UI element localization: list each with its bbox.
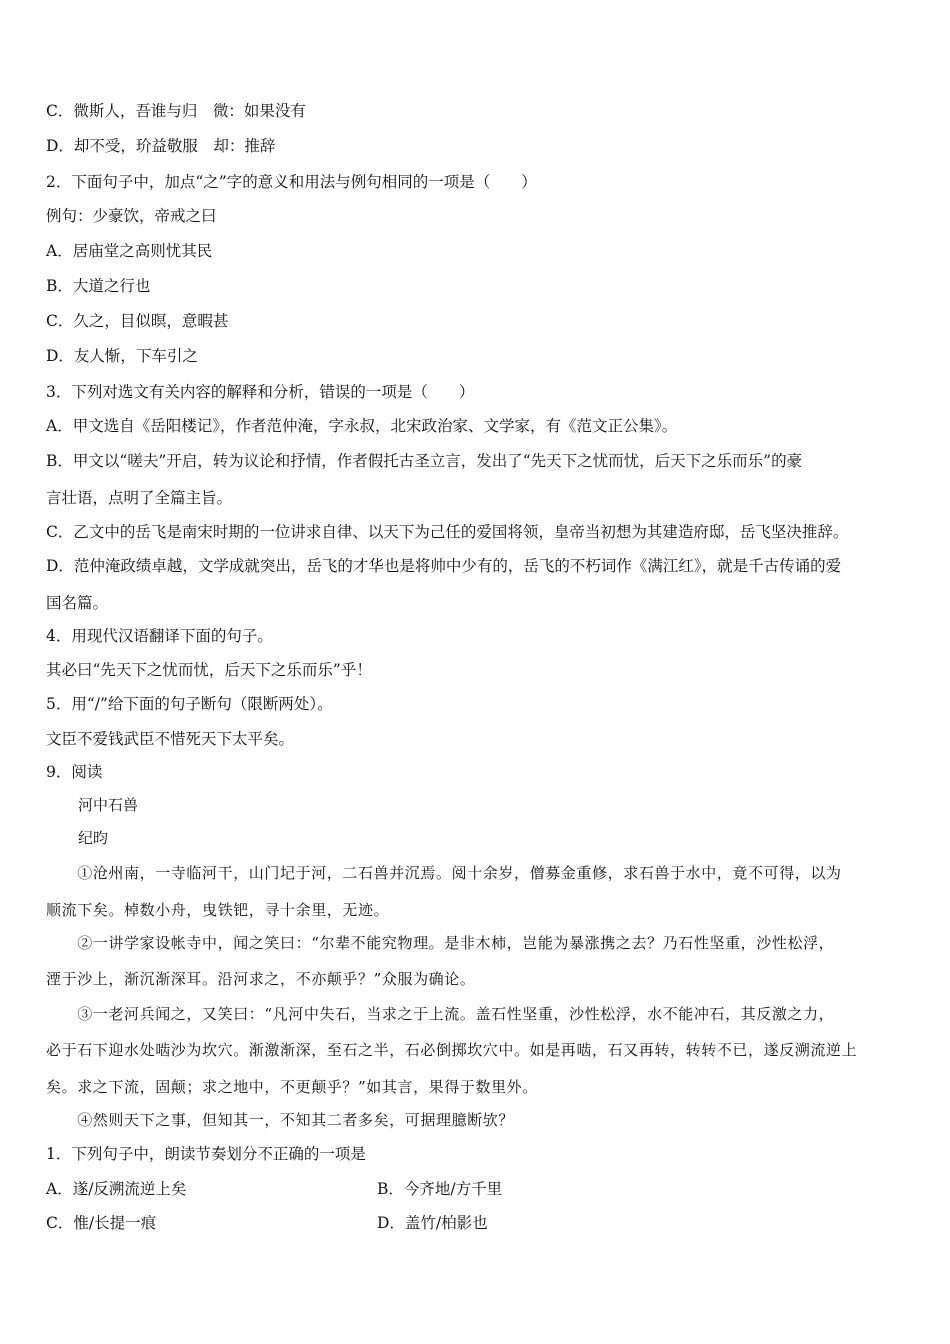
passage-p2-line1: ②一讲学家设帐寺中，闻之笑曰：“尔辈不能究物理。是非木柿，岂能为暴涨携之去？乃石性坚重，沙性松浮， [46,934,835,952]
q1-option-b: B．今齐地/方千里 [377,1180,503,1198]
example-sentence: 例句：少豪饮，帝戒之曰 [46,207,217,225]
passage-p3-line3: 矣。求之下流，固颠；求之地中，不更颠乎？”如其言，果得于数里外。 [46,1078,538,1096]
q5-sentence: 文臣不爱钱武臣不惜死天下太平矣。 [46,730,295,748]
q1-option-d: D．盖竹/柏影也 [377,1214,488,1232]
question-1: 1．下列句子中，朗读节奏划分不正确的一项是 [46,1145,366,1163]
q4-sentence: 其必曰“先天下之忧而忧，后天下之乐而乐”乎！ [46,661,372,679]
q3-option-c: C．乙文中的岳飞是南宋时期的一位讲求自律、以天下为己任的爱国将领，皇帝当初想为其建造府邸，岳飞坚决推辞。 [46,523,849,541]
q3-option-b-line1: B．甲文以“嗟夫”开启，转为议论和抒情，作者假托古圣立言，发出了“先天下之忧而忧，后天下之乐而乐”的豪 [46,452,803,470]
q1-option-c: C．惟/长提一痕 [46,1214,157,1232]
passage-p1-line1: ①沧州南，一寺临河干，山门圮于河，二石兽并沉焉。阅十余岁，僧募金重修，求石兽于水中，竟不可得，以为 [46,864,842,882]
question-5: 5．用“/”给下面的句子断句（限断两处）。 [46,695,333,713]
option-d-line: D．却不受，玠益敬服 却：推辞 [46,137,276,155]
passage-p3-line2: 必于石下迎水处啮沙为坎穴。渐激渐深，至石之半，石必倒掷坎穴中。如是再啮，石又再转，转转不已，遂反溯流逆上 [46,1041,858,1059]
q1-option-d-wrap [377,1213,777,1233]
q1-option-b-wrap [377,1179,777,1199]
q2-option-a: A．居庙堂之高则忧其民 [46,242,213,260]
passage-p4: ④然则天下之事，但知其一，不知其二者多矣，可据理臆断欤？ [46,1111,515,1129]
option-c-line: C．微斯人，吾谁与归 微：如果没有 [46,102,306,120]
section-9-heading: 9．阅读 [46,763,103,781]
q1-option-a: A．遂/反溯流逆上矣 [46,1180,187,1198]
question-4: 4．用现代汉语翻译下面的句子。 [46,627,273,645]
passage-title: 河中石兽 [78,796,139,814]
q2-option-c: C．久之，目似暝，意暇甚 [46,312,229,330]
q3-option-a: A．甲文选自《岳阳楼记》，作者范仲淹，字永叔，北宋政治家、文学家，有《范文正公集》。 [46,417,678,435]
question-3: 3．下列对选文有关内容的解释和分析，错误的一项是（ ） [46,383,475,401]
q2-option-d: D．友人惭，下车引之 [46,347,198,365]
passage-p1-line2: 顺流下矣。棹数小舟，曳铁钯，寻十余里，无迹。 [46,901,390,919]
question-2: 2．下面句子中，加点“之”字的意义和用法与例句相同的一项是（ ） [46,173,537,191]
passage-p3-line1: ③一老河兵闻之，又笑曰：“凡河中失石，当求之于上流。盖石性坚重，沙性松浮，水不能冲石，其反激之力， [46,1005,835,1023]
q3-option-d-line2: 国名篇。 [46,594,109,612]
q2-option-b: B．大道之行也 [46,277,151,295]
q3-option-b-line2: 言壮语，点明了全篇主旨。 [46,489,233,507]
passage-p2-line2: 湮于沙上，渐沉渐深耳。沿河求之，不亦颠乎？”众服为确论。 [46,970,476,988]
passage-author: 纪昀 [78,829,109,847]
q3-option-d-line1: D．范仲淹政绩卓越，文学成就突出，岳飞的才华也是将帅中少有的，岳飞的不朽词作《满江红》，就是千古传诵的爱 [46,557,842,575]
